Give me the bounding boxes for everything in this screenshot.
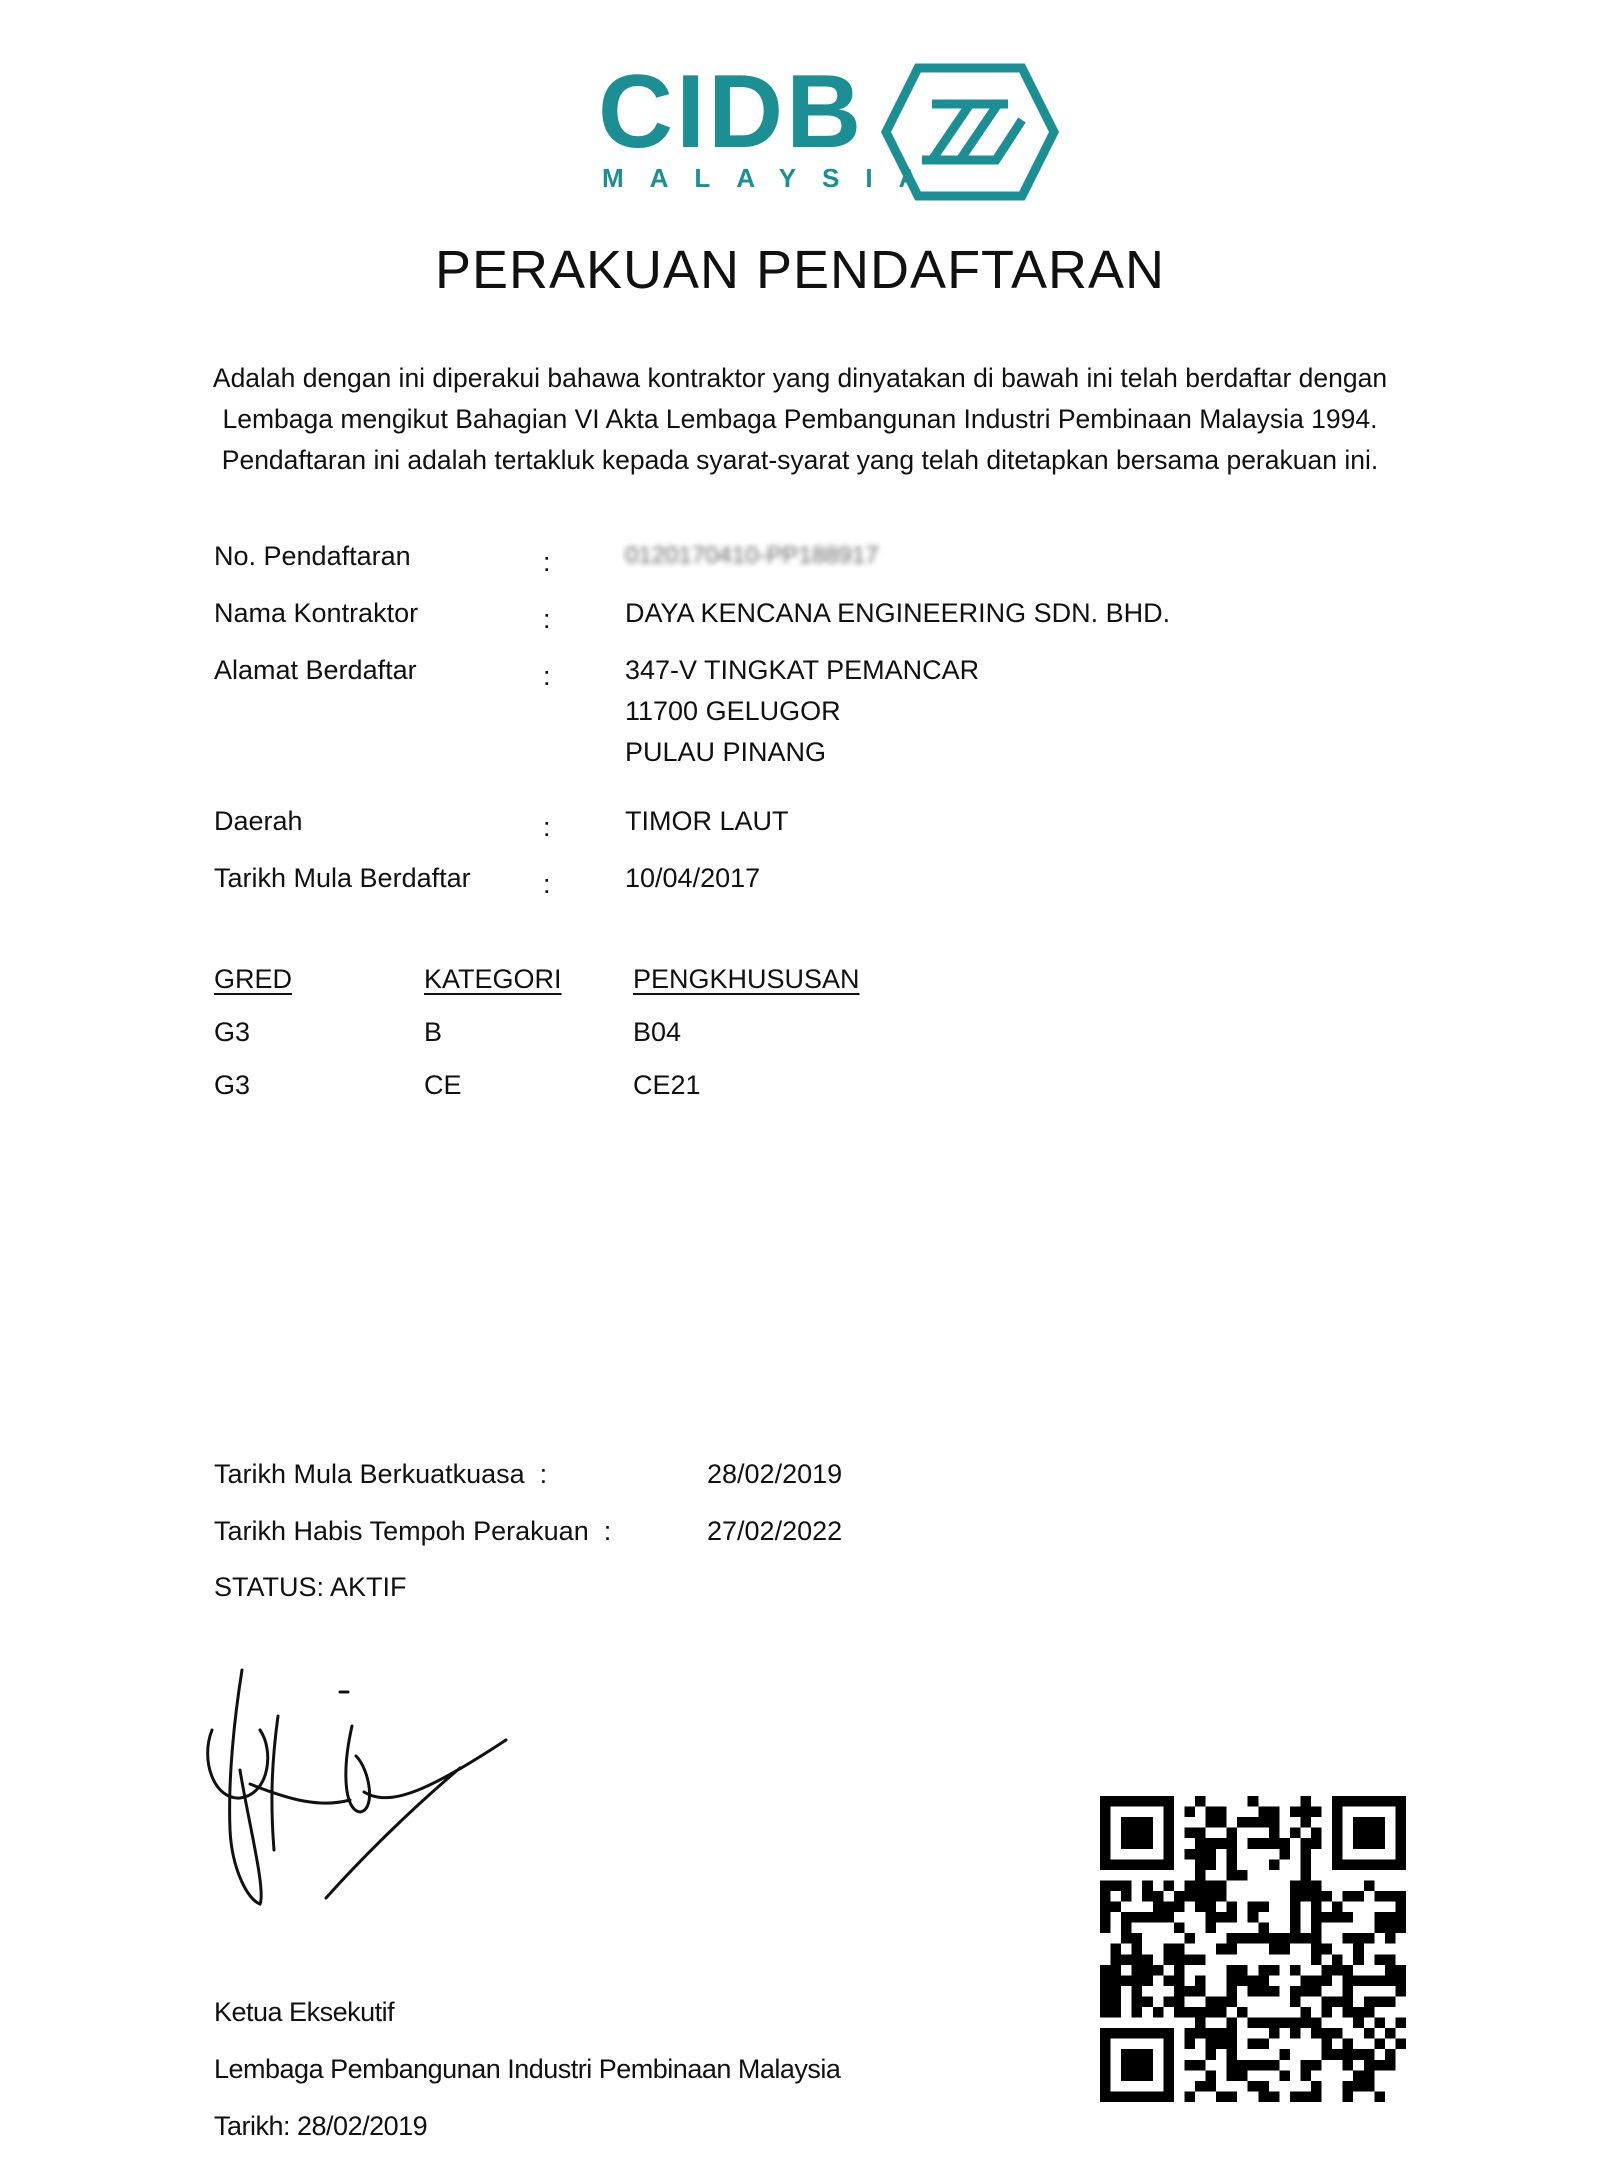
colon: :: [543, 604, 551, 634]
grade-cell: G3: [214, 1017, 251, 1047]
intro-line: Adalah dengan ini diperakui bahawa kontraktor yang dinyatakan di bawah ini telah berdaftar dengan: [212, 363, 1388, 393]
signatory-date: Tarikh: 28/02/2019: [214, 2111, 428, 2141]
specialization-cell: CE21: [633, 1070, 701, 1100]
status-text: STATUS: AKTIF: [214, 1572, 407, 1602]
category-cell: B: [424, 1017, 443, 1047]
grade-cell: G3: [214, 1070, 251, 1100]
signatory-organization: Lembaga Pembangunan Industri Pembinaan Malaysia: [214, 2054, 841, 2084]
cidb-hexagon-mark-icon: [870, 62, 1060, 202]
logo-cidb-text: CIDB: [598, 54, 865, 170]
label-alamat-berdaftar: Alamat Berdaftar: [214, 655, 417, 685]
colon: :: [543, 869, 551, 899]
colon: :: [543, 547, 551, 577]
value-tarikh-habis-tempoh: 27/02/2022: [707, 1516, 843, 1546]
label-nama-kontraktor: Nama Kontraktor: [214, 598, 419, 628]
value-tarikh-mula-berdaftar: 10/04/2017: [625, 863, 761, 893]
label-tarikh-mula-berkuatkuasa: Tarikh Mula Berkuatkuasa :: [214, 1459, 548, 1489]
specialization-cell: B04: [633, 1017, 682, 1047]
label-daerah: Daerah: [214, 806, 303, 836]
header-gred: GRED: [214, 964, 293, 994]
category-cell: CE: [424, 1070, 462, 1100]
intro-line: Lembaga mengikut Bahagian VI Akta Lembaga Pembangunan Industri Pembinaan Malaysia 1994.: [222, 404, 1378, 434]
header-pengkhususan: PENGKHUSUSAN: [633, 964, 860, 994]
signature: [200, 1660, 530, 1920]
certificate-title: PERAKUAN PENDAFTARAN: [434, 240, 1166, 300]
label-tarikh-habis-tempoh: Tarikh Habis Tempoh Perakuan :: [214, 1516, 612, 1546]
colon: :: [543, 661, 551, 691]
value-alamat-line: PULAU PINANG: [625, 737, 827, 767]
intro-paragraph: [160, 358, 1440, 481]
intro-line: Pendaftaran ini adalah tertakluk kepada syarat-syarat yang telah ditetapkan bersama perakuan ini.: [221, 445, 1379, 475]
header-kategori: KATEGORI: [424, 964, 562, 994]
value-no-pendaftaran: 0120170410-PP188917: [625, 542, 879, 569]
value-daerah: TIMOR LAUT: [625, 806, 789, 836]
value-alamat-line: 347-V TINGKAT PEMANCAR: [625, 655, 980, 685]
signatory-position: Ketua Eksekutif: [214, 1997, 395, 2027]
value-alamat-line: 11700 GELUGOR: [625, 696, 841, 726]
label-tarikh-mula-berdaftar: Tarikh Mula Berdaftar: [214, 863, 471, 893]
qr-code: [1100, 1796, 1406, 2102]
value-tarikh-mula-berkuatkuasa: 28/02/2019: [707, 1459, 843, 1489]
value-nama-kontraktor: DAYA KENCANA ENGINEERING SDN. BHD.: [625, 598, 1171, 628]
colon: :: [543, 812, 551, 842]
label-no-pendaftaran: No. Pendaftaran: [214, 541, 411, 571]
logo-malaysia-text: MALAYSIA: [602, 163, 944, 193]
